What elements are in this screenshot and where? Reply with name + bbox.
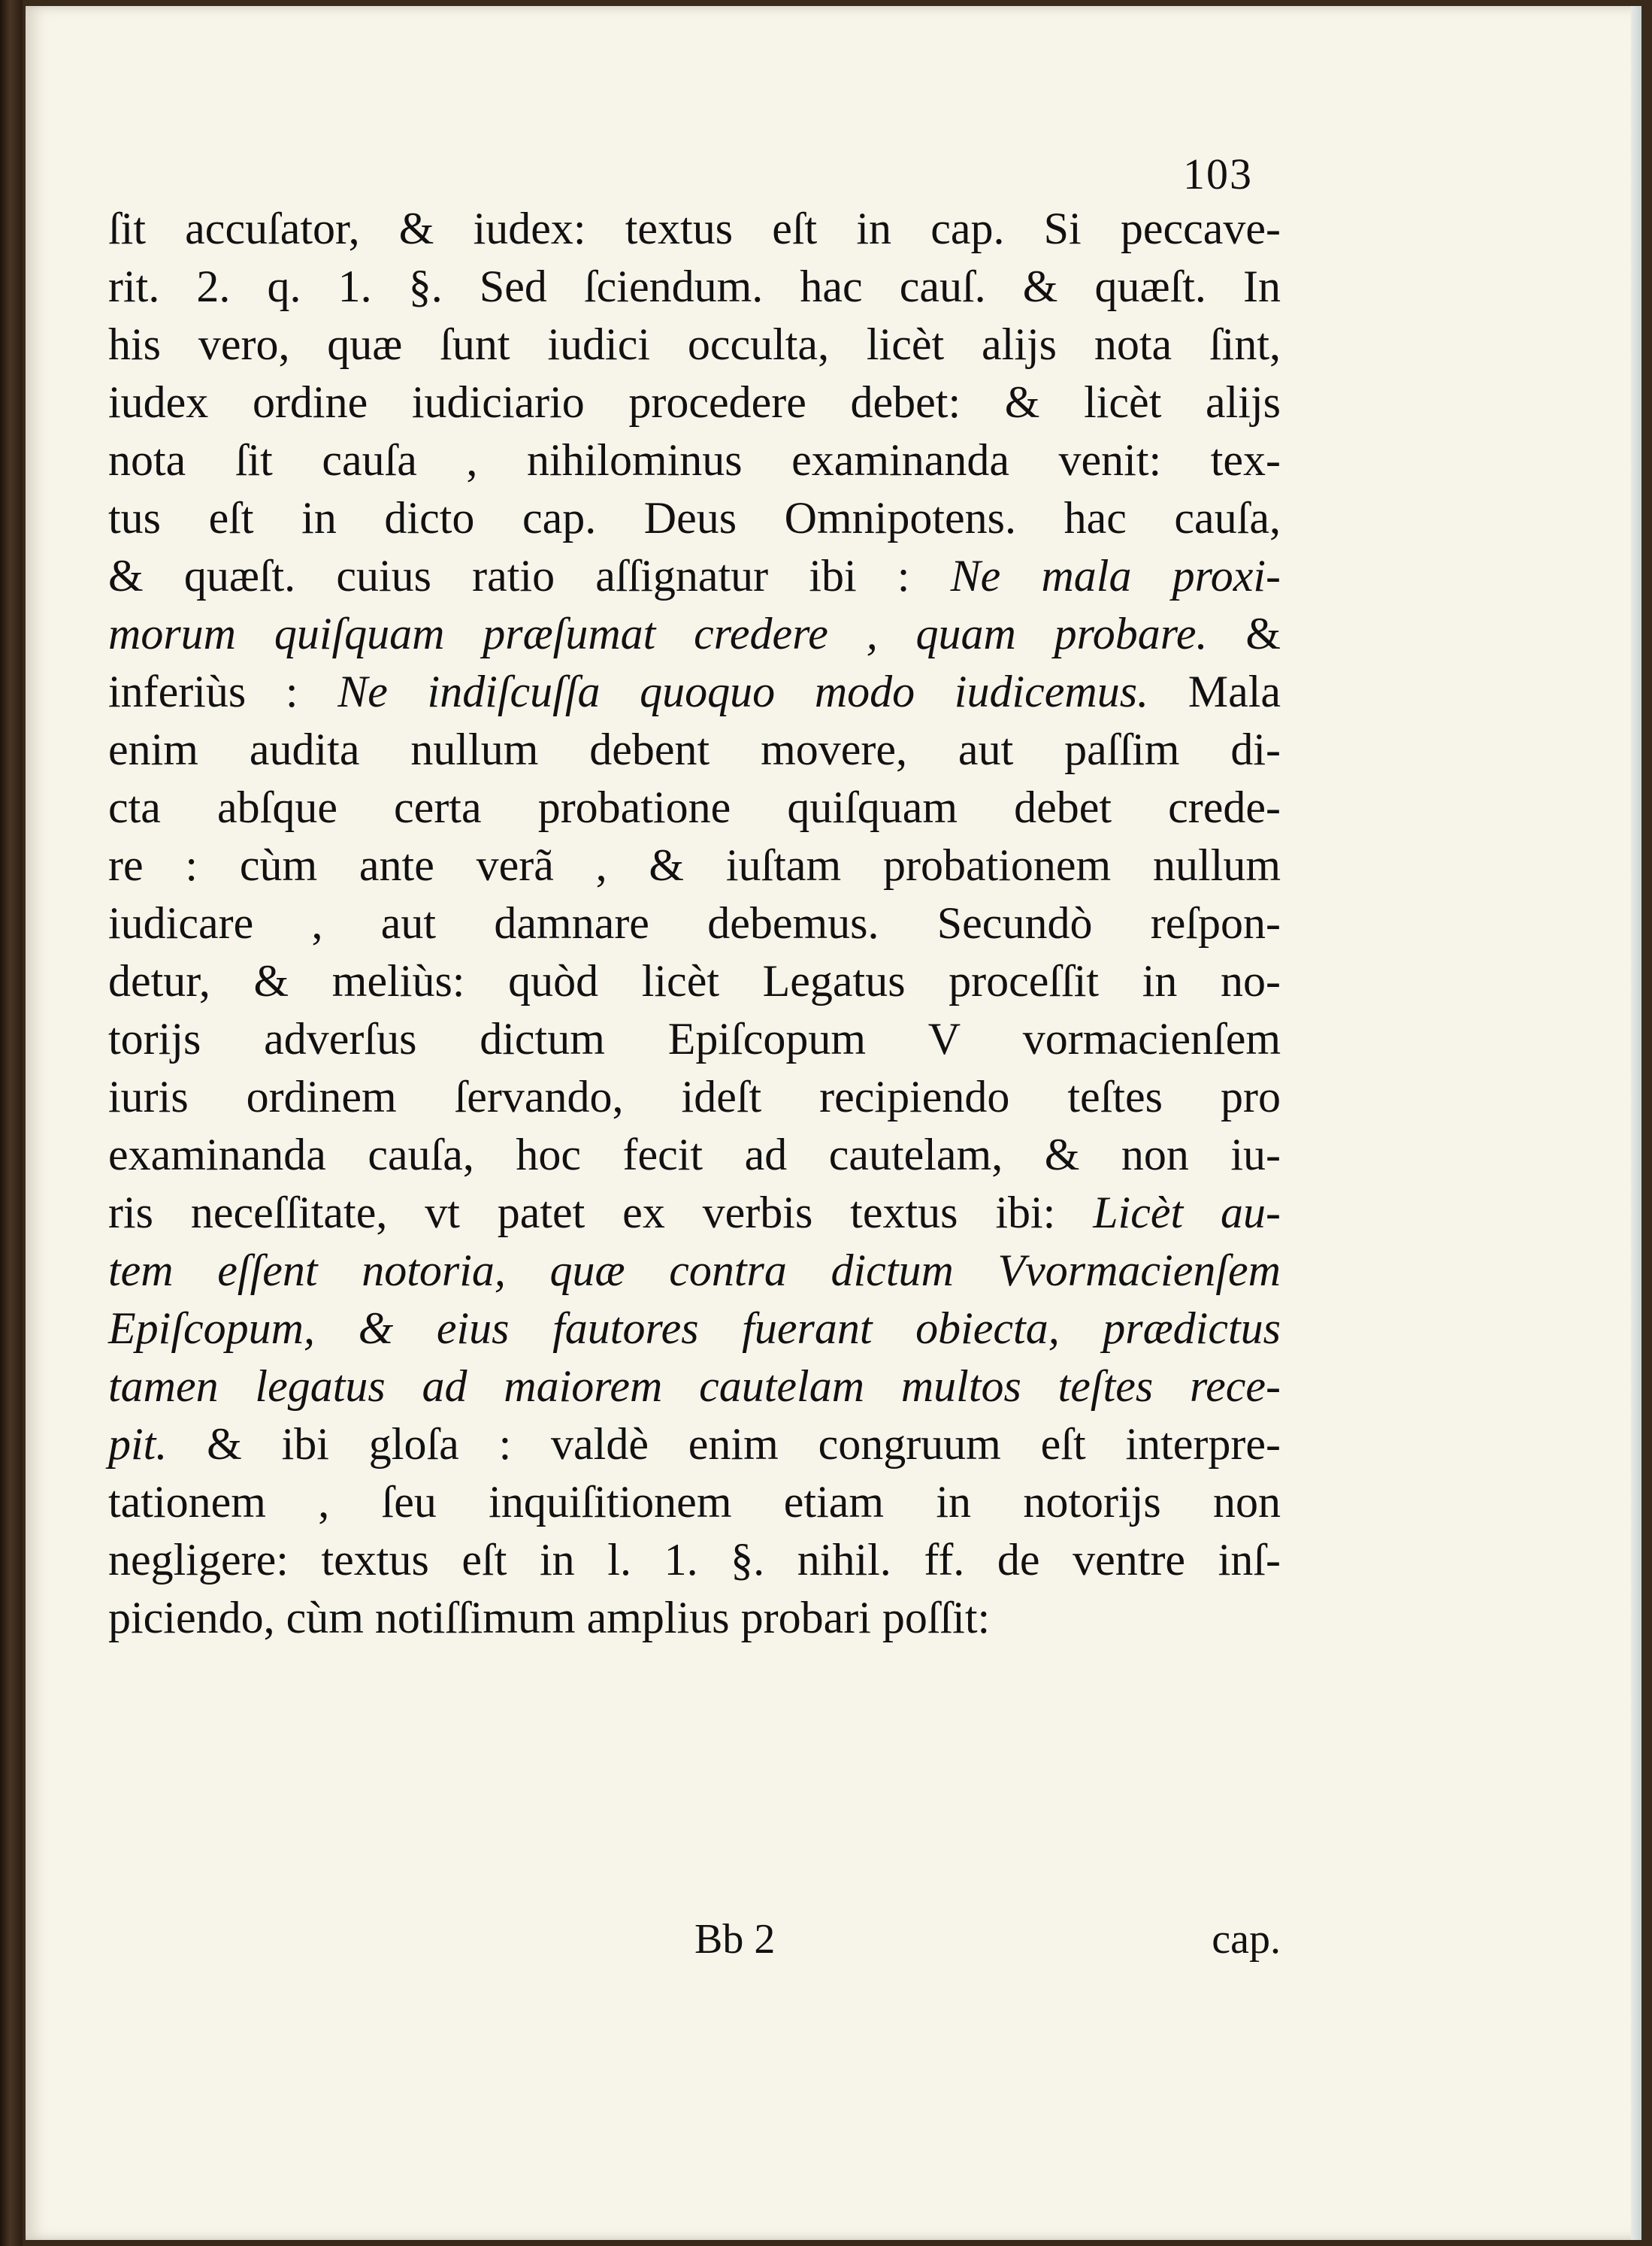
italic-run: Licèt au- (1093, 1188, 1281, 1237)
text-run: cta abſque certa probatione quiſquam debet crede- (108, 782, 1281, 832)
text-run: piciendo, cùm notiſſimum amplius probari poſſit: (108, 1593, 991, 1642)
text-line (108, 431, 1281, 489)
text-run: nota ſit cauſa , nihilominus examinanda venit: tex- (108, 435, 1281, 485)
text-line (108, 258, 1281, 316)
text-line (108, 837, 1281, 894)
book-binding (0, 0, 23, 2246)
text-line (108, 1126, 1281, 1184)
page-edge (1631, 6, 1641, 2240)
text-line (108, 316, 1281, 374)
text-run: enim audita nullum debent movere, aut paſſim di- (108, 725, 1281, 774)
text-line (108, 1184, 1281, 1242)
text-run: iudex ordine iudiciario procedere debet: & licèt alijs (108, 377, 1281, 427)
text-line (108, 1415, 1281, 1473)
text-run: detur, & meliùs: quòd licèt Legatus proceſſit in no- (108, 956, 1281, 1006)
text-line (108, 605, 1281, 663)
text-run: re : cùm ante verã , & iuſtam probationem nullum (108, 840, 1281, 890)
text-line (108, 663, 1281, 721)
text-run: examinanda cauſa, hoc fecit ad cautelam, & non iu- (108, 1130, 1281, 1179)
text-line (108, 1068, 1281, 1126)
italic-run: morum quiſquam præſumat credere , quam probare. (108, 609, 1208, 658)
text-line (108, 374, 1281, 431)
italic-run: Epiſcopum, & eius fautores fuerant obiecta, prædictus (108, 1303, 1281, 1353)
text-line (108, 1589, 1281, 1647)
text-line (108, 200, 1281, 258)
text-line (108, 547, 1281, 605)
text-run: his vero, quæ ſunt iudici occulta, licèt alijs nota ſint, (108, 319, 1281, 369)
text-run: tus eſt in dicto cap. Deus Omnipotens. hac cauſa, (108, 493, 1281, 543)
text-run: Mala (1148, 667, 1281, 716)
text-run: & quæſt. cuius ratio aſſignatur ibi : (108, 551, 951, 601)
text-run: & ibi gloſa : valdè enim congruum eſt interpre- (167, 1419, 1281, 1469)
text-run: ris neceſſitate, vt patet ex verbis textus ibi: (108, 1188, 1094, 1237)
italic-run: pit. (108, 1419, 168, 1469)
text-run: iudicare , aut damnare debemus. Secundò reſpon- (108, 898, 1281, 948)
text-line (108, 721, 1281, 779)
text-line (108, 1010, 1281, 1068)
text-run: rit. 2. q. 1. §. Sed ſciendum. hac cauſ. & quæſt. In (108, 262, 1281, 311)
text-line (108, 952, 1281, 1010)
signature-mark: Bb 2 (694, 1916, 776, 1963)
text-run: & (1207, 609, 1281, 658)
italic-run: Ne indiſcuſſa quoquo modo iudicemus. (337, 667, 1149, 716)
text-line (108, 489, 1281, 547)
italic-run: Ne mala proxi- (950, 551, 1281, 601)
text-run: ſit accuſator, & iudex: textus eſt in cap. Si peccave- (108, 204, 1281, 253)
page-footer (108, 1915, 1281, 1975)
italic-run: tem eſſent notoria, quæ contra dictum Vvormacienſem (108, 1246, 1281, 1295)
catchword: cap. (1212, 1916, 1281, 1963)
text-run: iuris ordinem ſervando, ideſt recipiendo teſtes pro (108, 1072, 1281, 1121)
text-run: negligere: textus eſt in l. 1. §. nihil. ff. de ventre inſ- (108, 1535, 1281, 1585)
text-line (108, 779, 1281, 837)
text-run: torijs adverſus dictum Epiſcopum V vormacienſem (108, 1014, 1281, 1064)
italic-run: tamen legatus ad maiorem cautelam multos teſtes rece- (108, 1361, 1281, 1411)
body-text (108, 200, 1281, 1647)
text-line (108, 1300, 1281, 1358)
text-line (108, 1531, 1281, 1589)
text-line (108, 1358, 1281, 1415)
text-run: inferiùs : (108, 667, 338, 716)
text-run: tationem , ſeu inquiſitionem etiam in notorijs non (108, 1477, 1281, 1527)
book-page (26, 6, 1641, 2240)
text-line (108, 1242, 1281, 1300)
text-line (108, 894, 1281, 952)
text-line (108, 1473, 1281, 1531)
page-number: 103 (1183, 150, 1253, 198)
